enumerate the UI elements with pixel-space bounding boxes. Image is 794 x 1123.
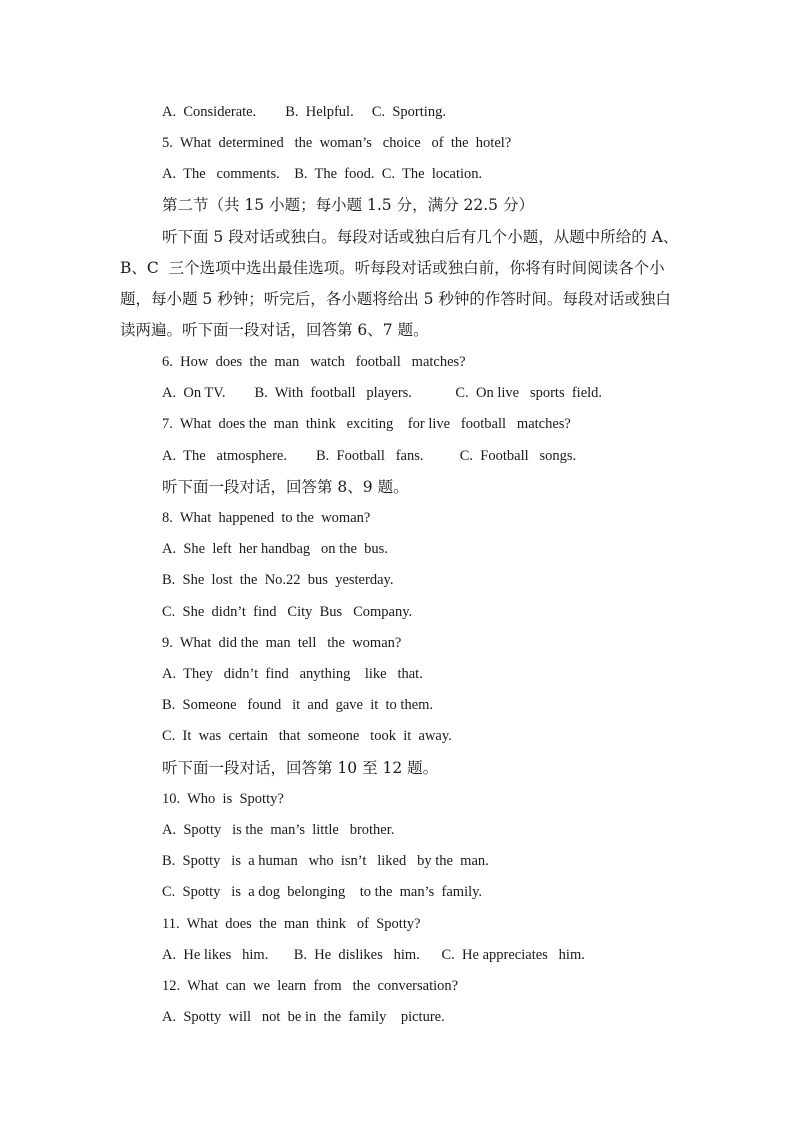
q7-options: A. The atmosphere. B. Football fans. C. Football songs. [162,448,577,464]
q5-question: 5. What determined the woman’s choice of the hotel? [162,135,512,151]
q10-question: 10. Who is Spotty? [162,791,284,807]
q9-question: 9. What did the man tell the woman? [162,635,402,651]
q10-option-a: A. Spotty is the man’s little brother. [162,822,395,838]
q11-options: A. He likes him. B. He dislikes him. C. He appreciates him. [162,947,585,963]
q12-question: 12. What can we learn from the conversation? [162,978,459,994]
q4-options: A. Considerate. B. Helpful. C. Sporting. [162,104,446,120]
q9-option-c: C. It was certain that someone took it away. [162,728,452,744]
q9-option-a: A. They didn’t find anything like that. [162,666,423,682]
q11-question: 11. What does the man think of Spotty? [162,916,421,932]
q6-options: A. On TV. B. With football players. C. On live sports field. [162,385,603,401]
dialogue-3-intro: 听下面一段对话，回答第 8、9 题。 [162,478,409,496]
instructions-line-1: 听下面 5 段对话或独白。每段对话或独白后有几个小题，从题中所给的 A、 [162,228,679,246]
instructions-line-3: 题，每小题 5 秒钟；听完后，各小题将给出 5 秒钟的作答时间。每段对话或独白 [120,290,671,308]
q8-option-b: B. She lost the No.22 bus yesterday. [162,572,394,588]
q5-options: A. The comments. B. The food. C. The location. [162,166,483,182]
instructions-line-2: B、C 三个选项中选出最佳选项。听每段对话或独白前，你将有时间阅读各个小 [120,259,665,277]
q10-option-b: B. Spotty is a human who isn’t liked by the man. [162,853,489,869]
q8-question: 8. What happened to the woman? [162,510,371,526]
instructions-line-4: 读两遍。听下面一段对话，回答第 6、7 题。 [120,321,429,339]
q8-option-c: C. She didn’t find City Bus Company. [162,604,413,620]
q12-option-a: A. Spotty will not be in the family picture. [162,1009,445,1025]
q9-option-b: B. Someone found it and gave it to them. [162,697,434,713]
q8-option-a: A. She left her handbag on the bus. [162,541,388,557]
q7-question: 7. What does the man think exciting for live football matches? [162,416,571,432]
dialogue-4-intro: 听下面一段对话，回答第 10 至 12 题。 [162,759,439,777]
q6-question: 6. How does the man watch football matches? [162,354,466,370]
section-two-heading: 第二节（共 15 小题；每小题 1.5 分，满分 22.5 分） [162,196,534,214]
q10-option-c: C. Spotty is a dog belonging to the man’s family. [162,884,483,900]
